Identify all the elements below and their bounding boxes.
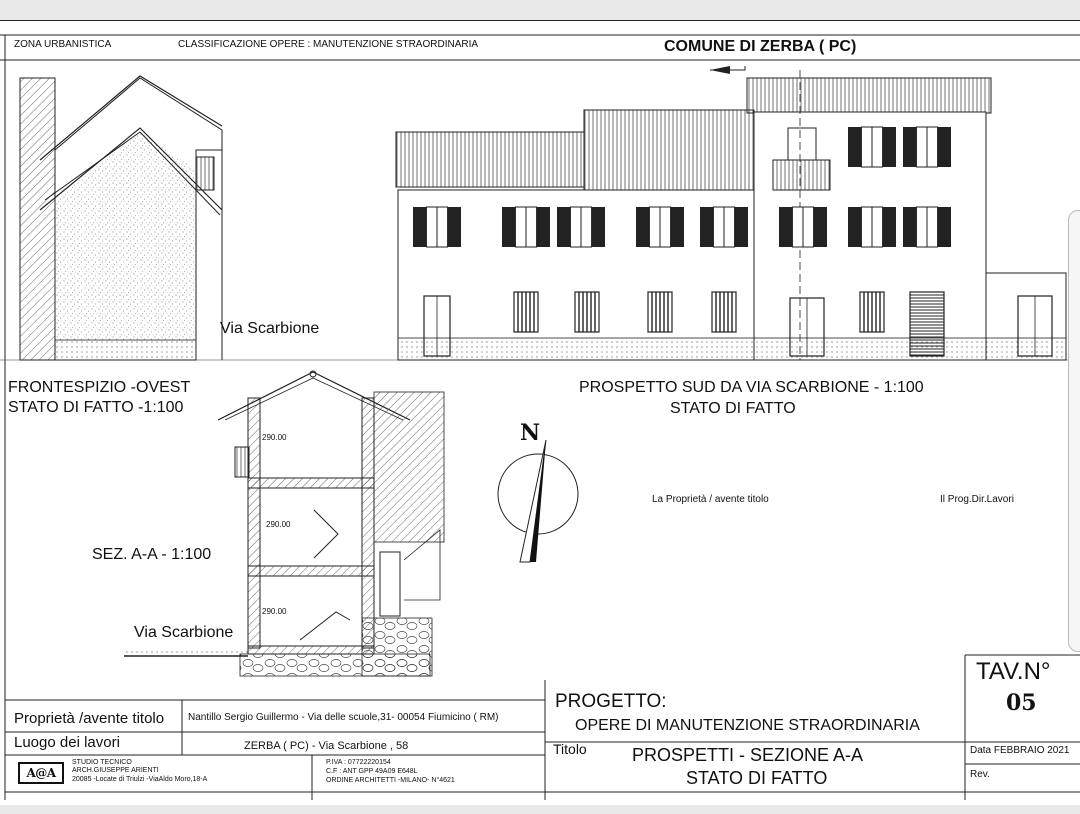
project-value: OPERE DI MANUTENZIONE STRAORDINARIA [575,717,920,734]
grated-window-icon [575,292,599,332]
piva-text: P.IVA : 07722220154 [326,759,391,766]
owner-signature-label: La Proprietà / avente titolo [652,494,769,505]
sheet-number-label: TAV.N° [976,658,1051,685]
west-street-label: Via Scarbione [220,320,320,337]
site-field-label: Luogo dei lavori [14,734,120,751]
level-dimension-1: 290.00 [262,433,287,442]
device-edge [1068,210,1080,652]
south-elevation [396,66,1066,360]
window-icon [413,207,461,247]
title-field-label: Titolo [553,741,587,757]
revision-field: Rev. [970,769,990,780]
studio-line-2: ARCH.GIUSEPPE ARIENTI [72,767,159,774]
level-dimension-2: 290.00 [266,520,291,529]
owner-field-value: Nantillo Sergio Guillermo - Via delle scuole,31- 00054 Fiumicino ( RM) [188,712,499,723]
north-label: N [520,420,541,446]
west-elevation-title: FRONTESPIZIO -OVEST [8,379,191,396]
site-field-value: ZERBA ( PC) - Via Scarbione , 58 [244,740,409,752]
window-icon [700,207,748,247]
cf-text: C.F : ANT GPP 49A09 E648L [326,768,418,775]
project-label: PROGETTO: [555,691,667,712]
director-signature-label: Il Prog.Dir.Lavori [940,494,1014,505]
zone-label: ZONA URBANISTICA [14,39,112,50]
north-arrow-icon [498,440,578,562]
window-icon [557,207,605,247]
grated-window-icon [514,292,538,332]
south-elevation-title: PROSPETTO SUD DA VIA SCARBIONE - 1:100 [579,379,924,396]
grated-window-icon [648,292,672,332]
studio-logo: A@A [18,762,64,784]
grated-window-icon [860,292,884,332]
level-dimension-3: 290.00 [262,607,287,616]
classification-label: CLASSIFICAZIONE OPERE : MANUTENZIONE STRAORDINARIA [178,39,479,50]
studio-line-3: 20085 -Locate di Triulzi -ViaAldo Moro,18-A [72,776,208,783]
window-icon [903,127,951,167]
south-elevation-subtitle: STATO DI FATTO [670,400,796,417]
section-street-label: Via Scarbione [134,624,234,641]
west-elevation [20,76,222,360]
studio-line-1: STUDIO TECNICO [72,759,132,766]
window-icon [848,207,896,247]
west-elevation-subtitle: STATO DI FATTO -1:100 [8,399,184,416]
window-icon [903,207,951,247]
window-icon [779,207,827,247]
drawing-title-line-2: STATO DI FATTO [686,768,828,788]
owner-field-label: Proprietà /avente titolo [14,710,165,727]
municipality-title: COMUNE DI ZERBA ( PC) [664,38,857,55]
window-icon [848,127,896,167]
window-icon [502,207,550,247]
window-icon [636,207,684,247]
order-text: ORDINE ARCHITETTI -MILANO- N°4621 [326,777,455,784]
section-title: SEZ. A-A - 1:100 [92,546,212,563]
date-field: Data FEBBRAIO 2021 [970,745,1070,756]
sheet-number-value: 05 [1006,690,1037,716]
grated-window-icon [712,292,736,332]
drawing-title-line-1: PROSPETTI - SEZIONE A-A [632,745,864,765]
